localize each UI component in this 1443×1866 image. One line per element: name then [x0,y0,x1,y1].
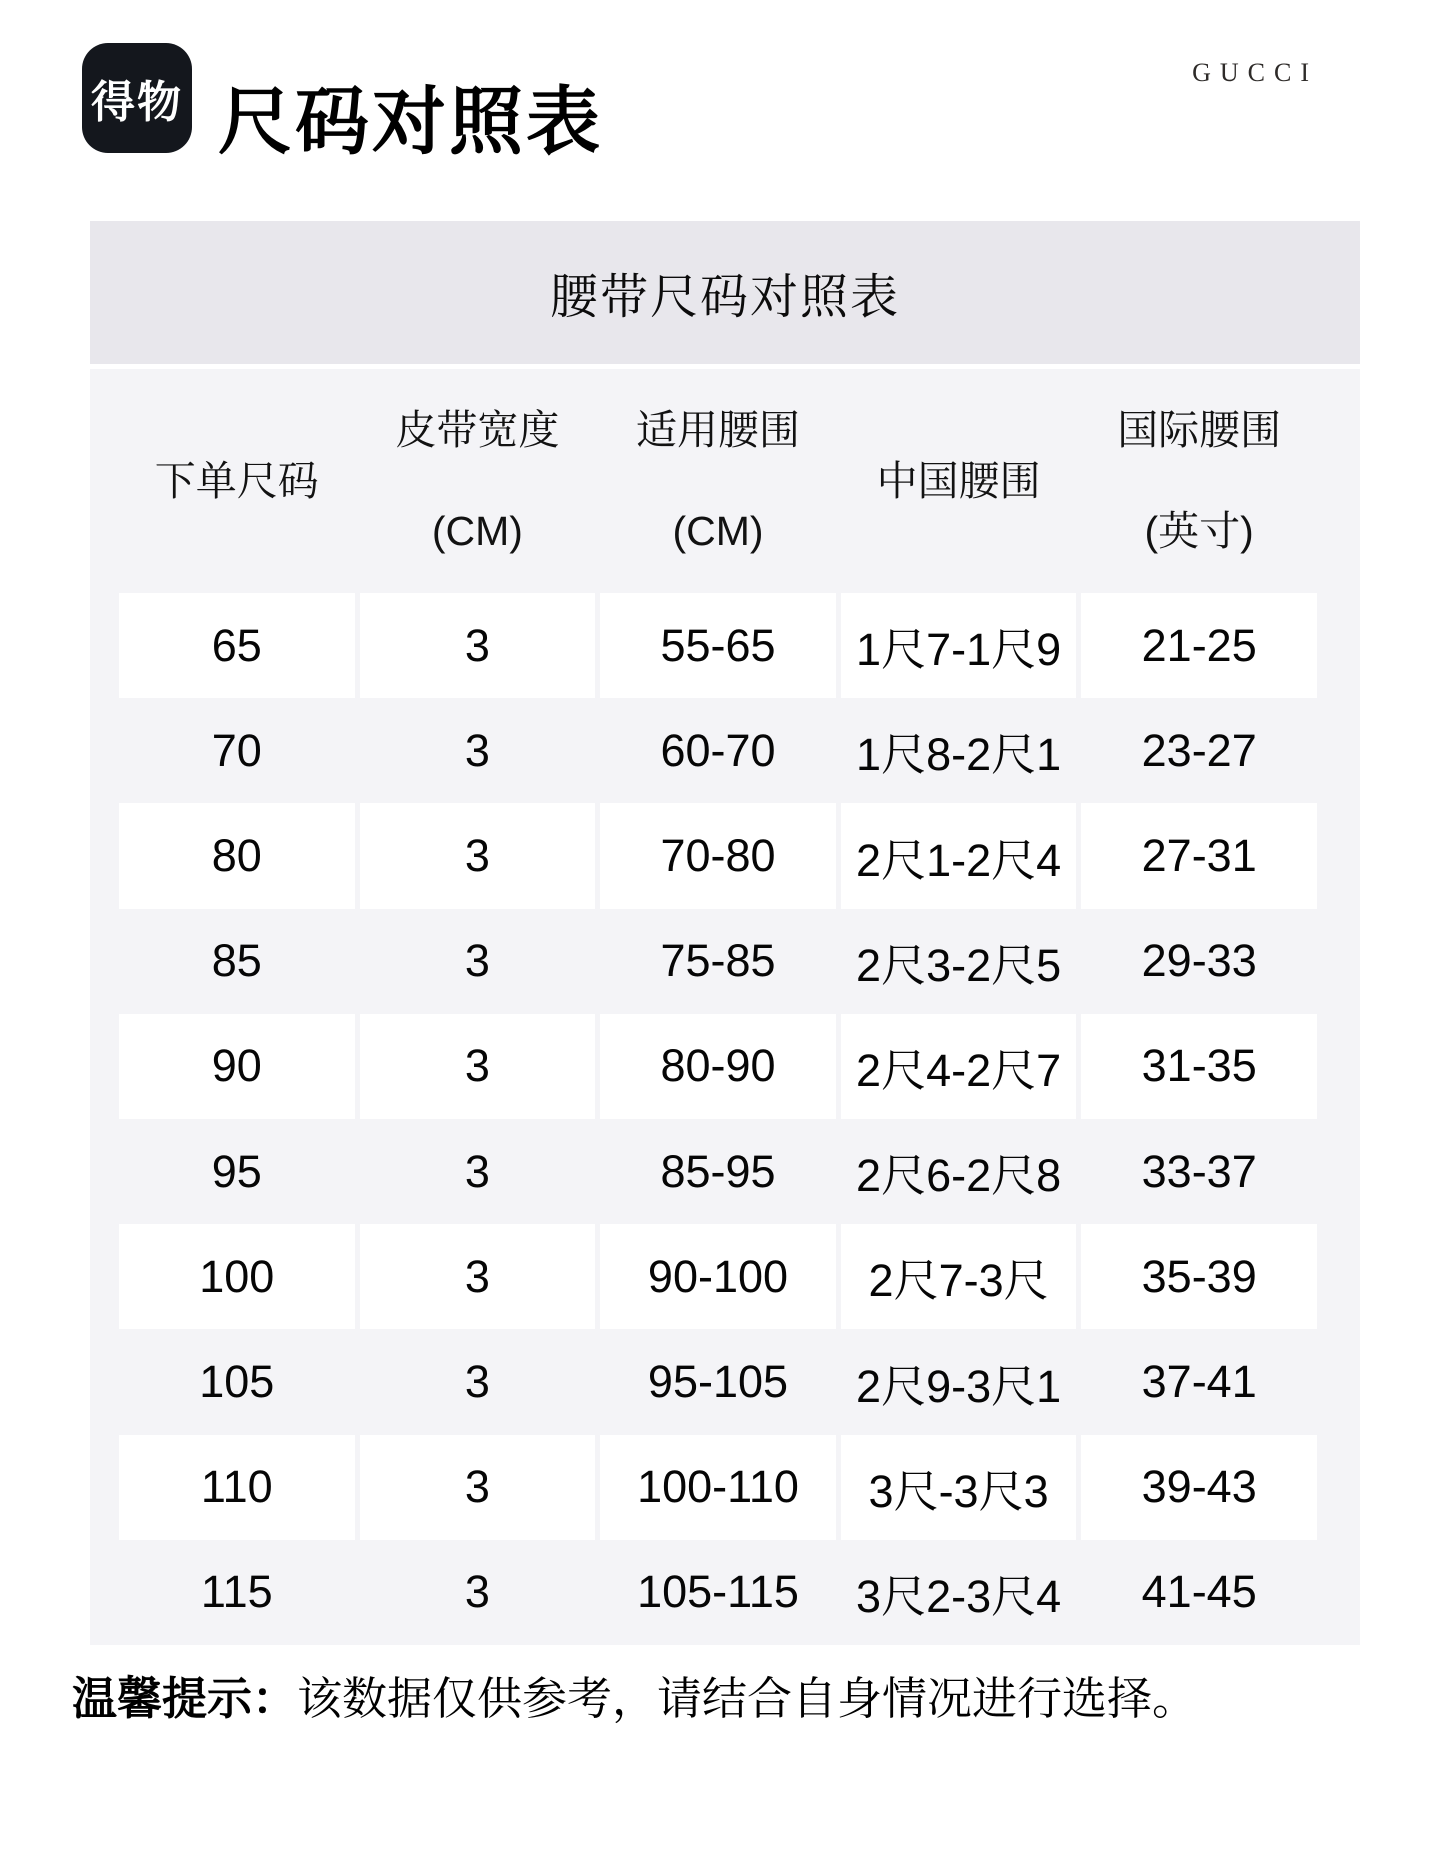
table-row [119,1014,1317,1119]
table-row [119,698,1317,803]
column-header-order-size: 下单尺码 [154,457,319,504]
table-cell: 21-25 [1081,593,1317,698]
table-cell: 105 [199,1356,275,1408]
table-cell: 105-115 [637,1566,799,1618]
table-cell: 3尺-3尺3 [841,1435,1077,1540]
table-cell: 80-90 [600,1014,836,1119]
table-cell: 3 [360,1224,596,1329]
notice-label: 温馨提示： [72,1673,298,1724]
table-cell: 3 [464,1566,490,1618]
table-cell: 2尺6-2尺8 [856,1150,1062,1202]
table-cell: 35-39 [1081,1224,1317,1329]
table-cell: 55-65 [600,593,836,698]
column-header-belt-width: 皮带宽度 (CM) [395,407,560,554]
table-cell: 3 [464,724,490,776]
table-cell: 75-85 [660,935,776,987]
table-cell: 41-45 [1141,1566,1257,1618]
notice [72,1662,1197,1727]
table-cell: 60-70 [660,724,776,776]
table-cell: 100 [119,1224,355,1329]
dewu-logo-text: 得物 [91,78,183,127]
table-row [119,1119,1317,1224]
table-cell: 3 [360,1435,596,1540]
table-cell: 95-105 [647,1356,789,1408]
table-cell: 110 [119,1435,355,1540]
table-title-bar [90,221,1360,364]
table-cell: 115 [200,1566,273,1618]
table-cell: 3 [464,1356,490,1408]
table-cell: 1尺8-2尺1 [856,729,1062,781]
table-cell: 95 [211,1145,262,1197]
page-title: 尺码对照表 [218,80,603,163]
notice-text: 该数据仅供参考，请结合自身情况进行选择。 [297,1673,1198,1724]
table-cell: 23-27 [1141,724,1257,776]
gucci-brand-logo: GUCCI [1192,58,1318,87]
table-cell: 3 [360,803,596,908]
table-cell: 90 [119,1014,355,1119]
table-title: 腰带尺码对照表 [549,271,900,324]
size-table [90,369,1360,1645]
table-cell: 2尺4-2尺7 [841,1014,1077,1119]
table-cell: 2尺1-2尺4 [841,803,1077,908]
table-row [119,593,1317,698]
table-cell: 37-41 [1141,1356,1257,1408]
table-cell: 80 [119,803,355,908]
table-row [119,909,1317,1014]
table-cell: 3 [464,935,490,987]
table-cell: 3尺2-3尺4 [856,1570,1062,1622]
column-header-fit-waist: 适用腰围 (CM) [635,407,800,554]
table-header-row [119,369,1317,593]
table-cell: 70-80 [600,803,836,908]
column-header-china-waist: 中国腰围 [876,457,1041,504]
page-header [82,27,1318,169]
table-cell: 1尺7-1尺9 [841,593,1077,698]
table-cell: 3 [464,1145,490,1197]
table-cell: 2尺9-3尺1 [856,1360,1062,1412]
table-row [119,1224,1317,1329]
table-cell: 2尺7-3尺 [841,1224,1077,1329]
table-cell: 31-35 [1081,1014,1317,1119]
table-cell: 33-37 [1141,1145,1257,1197]
table-cell: 65 [119,593,355,698]
table-cell: 39-43 [1081,1435,1317,1540]
table-cell: 29-33 [1141,935,1257,987]
table-cell: 70 [211,724,262,776]
table-cell: 2尺3-2尺5 [856,939,1062,991]
table-row [119,803,1317,908]
table-cell: 27-31 [1081,803,1317,908]
table-row [119,1435,1317,1540]
table-cell: 90-100 [600,1224,836,1329]
table-row [119,1329,1317,1434]
table-row [119,1540,1317,1645]
table-body [119,593,1317,1645]
dewu-logo [82,43,192,153]
table-cell: 100-110 [600,1435,836,1540]
table-cell: 3 [360,593,596,698]
column-header-intl-waist: 国际腰围 (英寸) [1117,407,1282,554]
table-cell: 85-95 [660,1145,776,1197]
table-cell: 3 [360,1014,596,1119]
table-cell: 85 [211,935,262,987]
